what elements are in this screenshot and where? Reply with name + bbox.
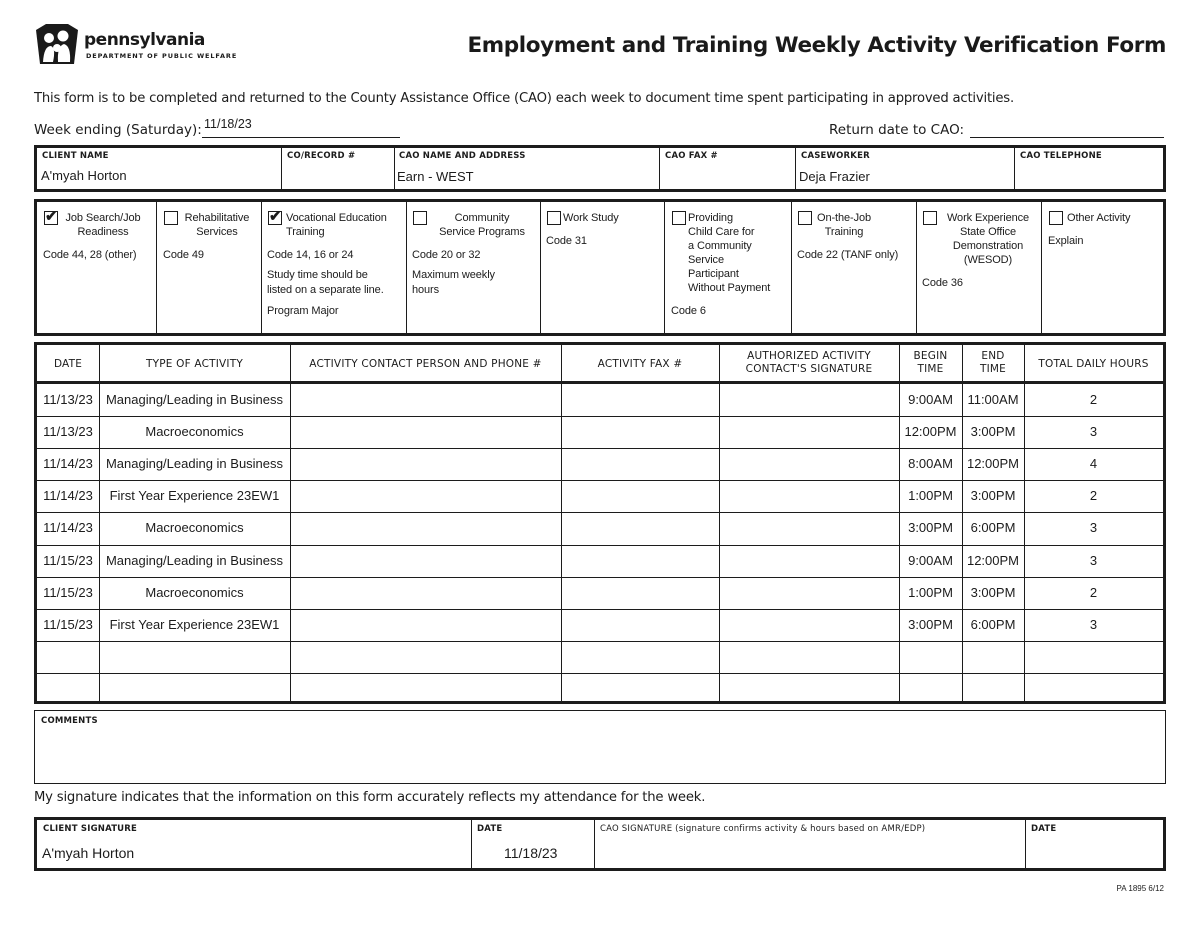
- cao-fax-field[interactable]: [665, 168, 785, 186]
- col-header-contact: ACTIVITY CONTACT PERSON AND PHONE #: [309, 358, 542, 370]
- fax-cell[interactable]: [561, 392, 719, 408]
- contact-cell[interactable]: [290, 520, 561, 536]
- record-field[interactable]: [287, 168, 387, 186]
- on-the-job-checkbox[interactable]: [798, 211, 812, 225]
- cell-date[interactable]: 11/14/23: [43, 456, 93, 472]
- fax-cell[interactable]: [561, 617, 719, 633]
- community-service-max-hours: Maximum weekly hours: [412, 269, 495, 296]
- col-header-total: TOTAL DAILY HOURS: [1038, 358, 1149, 370]
- contact-cell[interactable]: [290, 488, 561, 504]
- col-header-begin: BEGIN TIME: [913, 350, 948, 375]
- date2-label: DATE: [1031, 824, 1057, 834]
- cell-type[interactable]: First Year Experience 23EW1: [109, 488, 280, 504]
- contact-cell[interactable]: [290, 392, 561, 408]
- cell-total[interactable]: 4: [1089, 456, 1098, 472]
- checkmark-icon: ✔: [45, 208, 58, 225]
- cell-begin[interactable]: 1:00PM: [908, 584, 953, 600]
- comments-box[interactable]: [34, 710, 1166, 784]
- col-header-end: END TIME: [979, 350, 1006, 375]
- cell-total[interactable]: 3: [1089, 424, 1098, 440]
- cell-begin[interactable]: 8:00AM: [908, 456, 953, 472]
- client-name-label: CLIENT NAME: [42, 151, 109, 161]
- intro-text: This form is to be completed and returned to the County Assistance Office (CAO) each week to document time spent participating in approved activities.: [34, 91, 1014, 106]
- row-divider: [37, 673, 1163, 674]
- contact-cell[interactable]: [290, 617, 561, 633]
- cell-type[interactable]: Macroeconomics: [145, 584, 244, 600]
- cell-begin[interactable]: 9:00AM: [908, 552, 953, 568]
- job-search-label: Job Search/Job Readiness: [65, 212, 141, 238]
- cell-type[interactable]: [99, 681, 290, 697]
- work-study-label: Work Study: [563, 212, 619, 224]
- community-service-label: Community Service Programs: [439, 212, 525, 238]
- wesod-checkbox[interactable]: [923, 211, 937, 225]
- cell-end[interactable]: 3:00PM: [970, 584, 1016, 600]
- cell-date[interactable]: 11/15/23: [43, 552, 93, 568]
- cell-total[interactable]: 3: [1089, 520, 1098, 536]
- col-header-type: TYPE OF ACTIVITY: [146, 358, 243, 370]
- cell-date[interactable]: 11/15/23: [43, 616, 93, 632]
- fax-cell[interactable]: [561, 585, 719, 601]
- cell-date[interactable]: 11/13/23: [43, 424, 93, 440]
- client-signature-label: CLIENT SIGNATURE: [43, 824, 138, 834]
- signature-cell[interactable]: [719, 424, 899, 440]
- contact-cell[interactable]: [290, 649, 561, 665]
- cao-name-label: CAO NAME AND ADDRESS: [399, 151, 526, 161]
- cell-end[interactable]: 3:00PM: [970, 424, 1016, 440]
- cao-date-field[interactable]: [1031, 844, 1161, 864]
- org-name: pennsylvania: [84, 30, 205, 50]
- cao-signature-label: CAO SIGNATURE (signature confirms activity & hours based on AMR/EDP): [600, 824, 926, 834]
- rehabilitative-label: Rehabilitative Services: [184, 212, 250, 238]
- col-header-signature: AUTHORIZED ACTIVITY CONTACT'S SIGNATURE: [745, 350, 873, 375]
- cell-date[interactable]: 11/14/23: [43, 488, 93, 504]
- vocational-label: Vocational Education Training: [286, 212, 387, 238]
- cell-total[interactable]: 3: [1089, 552, 1098, 568]
- cell-begin[interactable]: 9:00AM: [908, 392, 953, 407]
- cell-begin[interactable]: 3:00PM: [908, 616, 953, 632]
- return-date-field[interactable]: [970, 137, 1164, 138]
- cao-name-field[interactable]: Earn - WEST: [397, 169, 474, 184]
- row-divider: [37, 545, 1163, 546]
- other-activity-checkbox[interactable]: [1049, 211, 1063, 225]
- cao-telephone-label: CAO TELEPHONE: [1020, 151, 1102, 161]
- signature-cell[interactable]: [719, 392, 899, 408]
- row-divider: [37, 512, 1163, 513]
- client-info-box: [34, 145, 1166, 192]
- caseworker-label: CASEWORKER: [801, 151, 870, 161]
- cell-date[interactable]: [37, 681, 99, 697]
- activity-types-box: [34, 199, 1166, 336]
- week-ending-line: [202, 137, 400, 138]
- work-study-code: Code 31: [546, 235, 587, 247]
- row-divider: [37, 609, 1163, 610]
- cell-date[interactable]: 11/13/23: [43, 392, 93, 407]
- cao-fax-label: CAO FAX #: [665, 151, 718, 161]
- community-service-checkbox[interactable]: [413, 211, 427, 225]
- cell-end[interactable]: 12:00PM: [966, 456, 1020, 472]
- pa-logo: [34, 24, 244, 68]
- checkmark-icon: ✔: [269, 208, 282, 225]
- cell-begin[interactable]: 1:00PM: [908, 488, 953, 504]
- cell-type[interactable]: Macroeconomics: [145, 424, 244, 440]
- record-label: CO/RECORD #: [287, 151, 356, 161]
- date-label: DATE: [477, 824, 503, 834]
- row-divider: [37, 480, 1163, 481]
- contact-cell[interactable]: [290, 681, 561, 697]
- cell-date[interactable]: [37, 649, 99, 665]
- col-header-fax: ACTIVITY FAX #: [597, 358, 683, 370]
- cell-type[interactable]: Managing/Leading in Business: [105, 392, 284, 407]
- contact-cell[interactable]: [290, 424, 561, 440]
- client-name-field[interactable]: A'myah Horton: [41, 168, 127, 183]
- child-care-checkbox[interactable]: [672, 211, 686, 225]
- keystone-family-icon: [34, 24, 80, 66]
- fax-cell[interactable]: [561, 553, 719, 569]
- cell-begin[interactable]: [899, 681, 962, 697]
- cao-signature-field[interactable]: [600, 844, 1015, 864]
- signature-cell[interactable]: [719, 456, 899, 472]
- cell-end[interactable]: 6:00PM: [970, 616, 1016, 632]
- form-number: PA 1895 6/12: [1116, 884, 1164, 893]
- row-divider: [37, 641, 1163, 642]
- signature-cell[interactable]: [719, 520, 899, 536]
- cell-end[interactable]: 6:00PM: [970, 520, 1016, 536]
- contact-cell[interactable]: [290, 456, 561, 472]
- cell-type[interactable]: Macroeconomics: [145, 520, 244, 536]
- cell-total[interactable]: 3: [1089, 616, 1098, 632]
- comments-label: COMMENTS: [41, 716, 98, 726]
- signature-box: [34, 817, 1166, 871]
- cell-end[interactable]: [962, 681, 1024, 697]
- cell-type[interactable]: [99, 649, 290, 665]
- vocational-code: Code 14, 16 or 24: [267, 249, 354, 261]
- fax-cell[interactable]: [561, 520, 719, 536]
- form-title: Employment and Training Weekly Activity Verification Form: [467, 33, 1166, 58]
- on-the-job-label: On-the-Job Training: [816, 212, 872, 238]
- caseworker-field[interactable]: Deja Frazier: [799, 169, 870, 184]
- wesod-code: Code 36: [922, 277, 963, 289]
- wesod-label: Work Experience State Office Demonstration (WESOD): [946, 212, 1030, 266]
- other-activity-explain: Explain: [1048, 235, 1084, 247]
- job-search-code: Code 44, 28 (other): [43, 249, 137, 261]
- cell-type[interactable]: Managing/Leading in Business: [105, 552, 284, 568]
- contact-cell[interactable]: [290, 553, 561, 569]
- cell-begin[interactable]: [899, 649, 962, 665]
- row-divider: [37, 448, 1163, 449]
- fax-cell[interactable]: [561, 488, 719, 504]
- cell-total[interactable]: [1024, 681, 1163, 697]
- cell-begin[interactable]: 12:00PM: [904, 424, 957, 440]
- work-study-checkbox[interactable]: [547, 211, 561, 225]
- cell-end[interactable]: 11:00AM: [967, 392, 1019, 407]
- on-the-job-code: Code 22 (TANF only): [797, 249, 899, 261]
- cao-telephone-field[interactable]: [1020, 168, 1160, 186]
- child-care-label: Providing Child Care for a Community Service Participant Without Payment: [688, 212, 771, 294]
- col-header-date: DATE: [53, 358, 83, 370]
- cell-begin[interactable]: 3:00PM: [908, 520, 953, 536]
- signature-cell[interactable]: [719, 488, 899, 504]
- row-divider: [37, 416, 1163, 417]
- cell-total[interactable]: 2: [1089, 488, 1098, 504]
- signature-cell[interactable]: [719, 681, 899, 697]
- week-ending-label: Week ending (Saturday):: [34, 122, 202, 138]
- job-search-checkbox[interactable]: [44, 208, 58, 225]
- signature-cell[interactable]: [719, 553, 899, 569]
- fax-cell[interactable]: [561, 681, 719, 697]
- cell-end[interactable]: 3:00PM: [970, 488, 1016, 504]
- activity-log-table: [34, 342, 1166, 704]
- fax-cell[interactable]: [561, 456, 719, 472]
- cell-total[interactable]: [1024, 649, 1163, 665]
- cell-date[interactable]: 11/15/23: [43, 584, 93, 600]
- client-signature-field[interactable]: A'myah Horton: [42, 845, 135, 861]
- vocational-study-note: Study time should be listed on a separate line.: [267, 269, 384, 296]
- return-date-label: Return date to CAO:: [829, 122, 965, 138]
- vocational-program-major: Program Major: [267, 305, 339, 317]
- cell-total[interactable]: 2: [1089, 584, 1098, 600]
- cell-total[interactable]: 2: [1089, 392, 1098, 407]
- contact-cell[interactable]: [290, 585, 561, 601]
- cell-end[interactable]: 12:00PM: [966, 552, 1020, 568]
- rehabilitative-code: Code 49: [163, 249, 204, 261]
- vocational-checkbox[interactable]: [268, 208, 282, 225]
- fax-cell[interactable]: [561, 649, 719, 665]
- fax-cell[interactable]: [561, 424, 719, 440]
- other-activity-label: Other Activity: [1067, 212, 1131, 224]
- signature-cell[interactable]: [719, 617, 899, 633]
- cell-end[interactable]: [962, 649, 1024, 665]
- signature-cell[interactable]: [719, 585, 899, 601]
- signature-date-field[interactable]: 11/18/23: [504, 845, 558, 861]
- week-ending-field[interactable]: 11/18/23: [204, 117, 252, 131]
- signature-cell[interactable]: [719, 649, 899, 665]
- cell-type[interactable]: First Year Experience 23EW1: [109, 616, 280, 632]
- community-service-code: Code 20 or 32: [412, 249, 481, 261]
- signature-statement: My signature indicates that the information on this form accurately reflects my attendance for the week.: [34, 790, 706, 805]
- cell-date[interactable]: 11/14/23: [43, 520, 93, 536]
- child-care-code: Code 6: [671, 305, 706, 317]
- row-divider: [37, 577, 1163, 578]
- org-department: DEPARTMENT OF PUBLIC WELFARE: [86, 52, 238, 60]
- cell-type[interactable]: Managing/Leading in Business: [105, 456, 284, 472]
